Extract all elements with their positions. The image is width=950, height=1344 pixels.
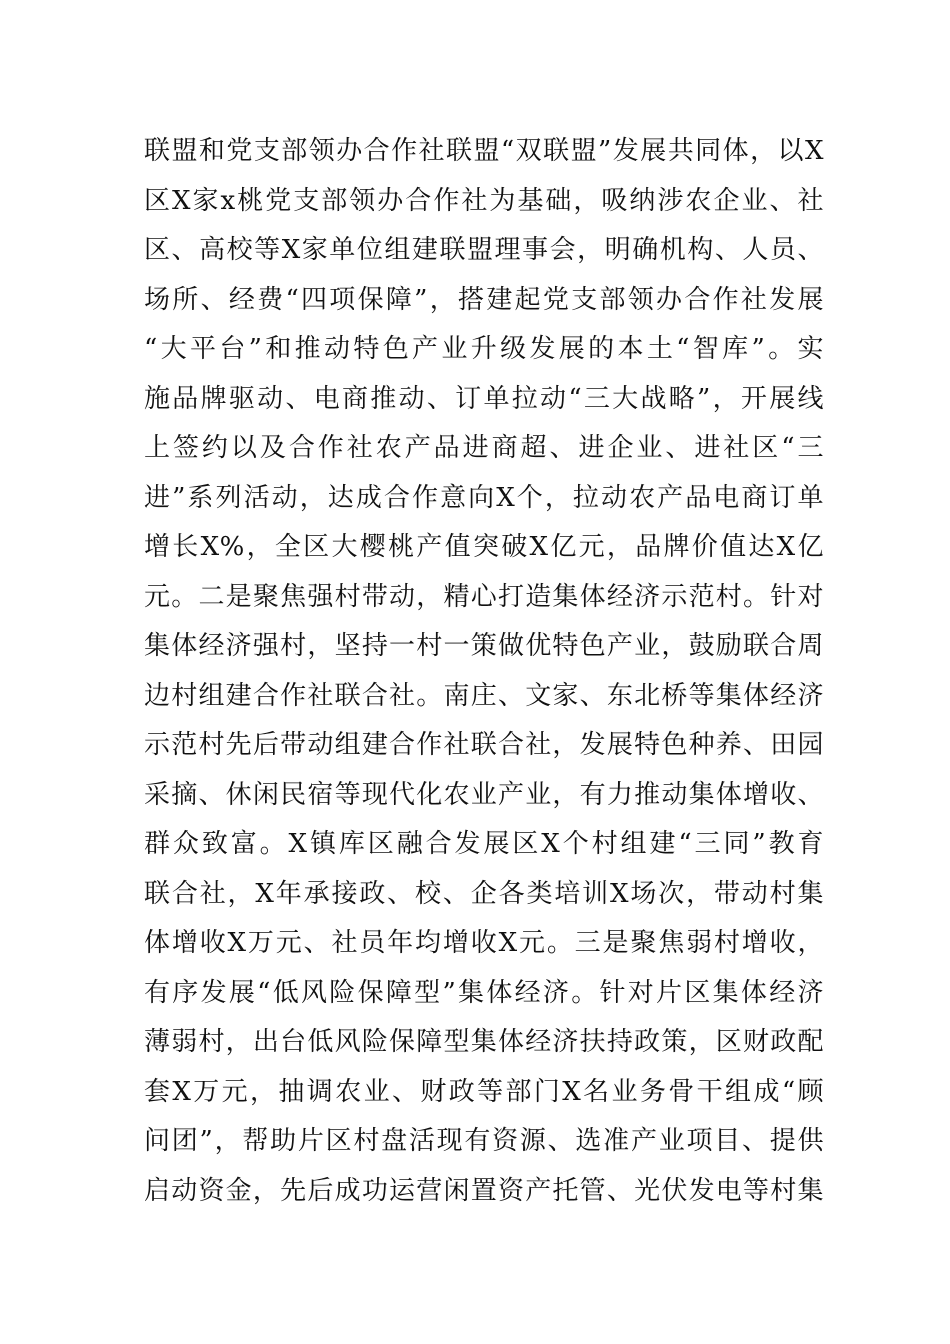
text-line: 边村组建合作社联合社。南庄、文家、东北桥等集体经济 <box>144 680 824 711</box>
body-paragraph <box>144 127 824 1216</box>
text-line: 联合社，X年承接政、校、企各类培训X场次，带动村集 <box>144 878 824 909</box>
text-line: 区、高校等X家单位组建联盟理事会，明确机构、人员、 <box>144 235 824 265</box>
text-line: 区X家x桃党支部领办合作社为基础，吸纳涉农企业、社 <box>144 185 824 216</box>
text-line: 体增收X万元、社员年均增收X元。三是聚焦弱村增收， <box>144 928 824 958</box>
text-line: 采摘、休闲民宿等现代化农业产业，有力推动集体增收、 <box>144 779 824 810</box>
text-line: 联盟和党支部领办合作社联盟“双联盟”发展共同体，以X <box>144 136 824 166</box>
text-line: 有序发展“低风险保障型”集体经济。针对片区集体经济 <box>144 977 824 1008</box>
text-line: 群众致富。X镇库区融合发展区X个村组建“三同”教育 <box>144 829 824 859</box>
text-line: 元。二是聚焦强村带动，精心打造集体经济示范村。针对 <box>144 581 824 612</box>
text-line: 集体经济强村，坚持一村一策做优特色产业，鼓励联合周 <box>144 631 824 661</box>
text-line: 进”系列活动，达成合作意向X个，拉动农产品电商订单 <box>144 482 824 513</box>
text-line: 薄弱村，出台低风险保障型集体经济扶持政策，区财政配 <box>144 1027 824 1057</box>
text-line: 上签约以及合作社农产品进商超、进企业、进社区“三 <box>144 433 824 463</box>
text-line: 施品牌驱动、电商推动、订单拉动“三大战略”，开展线 <box>144 383 824 414</box>
text-line: 增长X%，全区大樱桃产值突破X亿元，品牌价值达X亿 <box>144 532 824 562</box>
text-line: 套X万元，抽调农业、财政等部门X名业务骨干组成“顾 <box>144 1076 824 1107</box>
text-line: “大平台”和推动特色产业升级发展的本土“智库”。实 <box>144 334 824 364</box>
text-line: 场所、经费“四项保障”，搭建起党支部领办合作社发展 <box>144 284 824 315</box>
text-line: 问团”，帮助片区村盘活现有资源、选准产业项目、提供 <box>144 1126 824 1156</box>
text-line: 启动资金，先后成功运营闲置资产托管、光伏发电等村集 <box>144 1175 824 1206</box>
text-line: 示范村先后带动组建合作社联合社，发展特色种养、田园 <box>144 730 824 760</box>
